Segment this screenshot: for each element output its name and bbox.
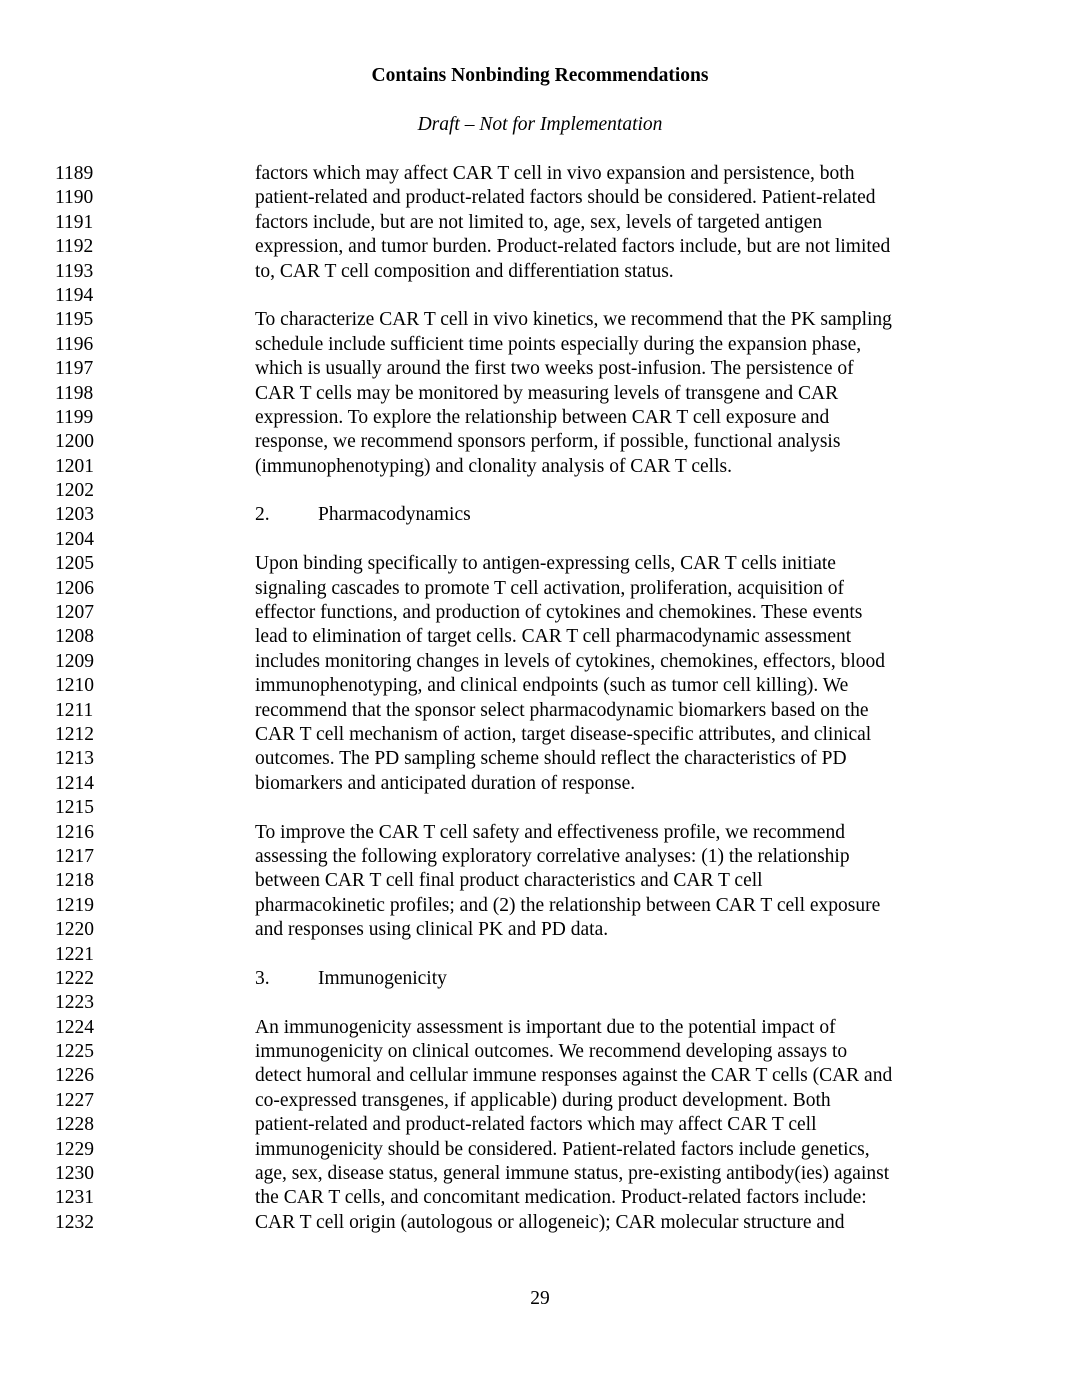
document-line	[0, 894, 1080, 918]
line-number: 1232	[55, 1211, 94, 1233]
header-subtitle: Draft – Not for Implementation	[417, 114, 663, 135]
line-text: expression, and tumor burden. Product-related factors include, but are not limited	[255, 236, 891, 258]
line-text: includes monitoring changes in levels of cytokines, chemokines, effectors, blood	[255, 650, 885, 672]
document-line	[0, 357, 1080, 381]
line-number: 1206	[55, 577, 94, 599]
line-text: factors which may affect CAR T cell in vivo expansion and persistence, both	[255, 163, 855, 184]
line-text: CAR T cells may be monitored by measuring levels of transgene and CAR	[255, 382, 839, 404]
line-number: 1217	[55, 845, 94, 867]
document-line	[0, 918, 1080, 942]
line-number: 1213	[55, 748, 94, 770]
line-number: 1210	[55, 675, 94, 697]
document-line	[0, 991, 1080, 1015]
line-text: which is usually around the first two weeks post-infusion. The persistence of	[255, 358, 854, 380]
line-number: 1192	[55, 236, 94, 258]
document-line	[0, 674, 1080, 698]
document-line	[0, 747, 1080, 771]
line-number: 1202	[55, 480, 94, 502]
line-number: 1191	[55, 211, 94, 233]
document-line	[0, 869, 1080, 893]
document-line	[0, 625, 1080, 649]
document-line	[0, 333, 1080, 357]
line-text: patient-related and product-related factors which may affect CAR T cell	[255, 1114, 817, 1136]
document-line	[0, 601, 1080, 625]
line-number: 1221	[55, 943, 94, 965]
line-number: 1218	[55, 870, 94, 892]
line-text: Upon binding specifically to antigen-expressing cells, CAR T cells initiate	[255, 553, 836, 575]
page-number: 29	[530, 1288, 550, 1309]
line-number: 1231	[55, 1187, 94, 1209]
line-number: 1222	[55, 967, 94, 989]
line-text: CAR T cell mechanism of action, target disease-specific attributes, and clinical	[255, 723, 872, 745]
line-number: 1208	[55, 626, 94, 648]
document-line	[0, 284, 1080, 308]
line-number: 1226	[55, 1065, 94, 1087]
line-number: 1228	[55, 1114, 94, 1136]
document-line	[0, 503, 1080, 527]
line-text: response, we recommend sponsors perform, if possible, functional analysis	[255, 431, 841, 453]
document-line	[0, 430, 1080, 454]
line-number: 1215	[55, 797, 94, 819]
document-line	[0, 577, 1080, 601]
line-text: immunogenicity on clinical outcomes. We recommend developing assays to	[255, 1041, 848, 1063]
document-line	[0, 479, 1080, 503]
section-number: 2.	[255, 504, 270, 526]
line-number: 1209	[55, 650, 94, 672]
document-line	[0, 943, 1080, 967]
line-text: immunophenotyping, and clinical endpoints (such as tumor cell killing). We	[255, 675, 849, 697]
document-line	[0, 552, 1080, 576]
section-heading: Pharmacodynamics	[318, 504, 471, 526]
document-line	[0, 235, 1080, 259]
line-text: CAR T cell origin (autologous or allogeneic); CAR molecular structure and	[255, 1211, 845, 1233]
line-text: to, CAR T cell composition and differentiation status.	[255, 260, 674, 282]
line-number: 1207	[55, 602, 94, 624]
document-body	[0, 162, 1080, 1235]
document-line	[0, 1186, 1080, 1210]
line-text: between CAR T cell final product characteristics and CAR T cell	[255, 870, 763, 892]
document-line	[0, 1211, 1080, 1235]
line-number: 1219	[55, 894, 94, 916]
line-number: 1189	[55, 163, 94, 184]
line-number: 1201	[55, 455, 94, 477]
line-text: signaling cascades to promote T cell activation, proliferation, acquisition of	[255, 577, 844, 599]
document-line	[0, 1089, 1080, 1113]
document-line	[0, 723, 1080, 747]
line-number: 1216	[55, 821, 94, 843]
line-number: 1200	[55, 431, 94, 453]
line-number: 1214	[55, 772, 94, 794]
line-text: biomarkers and anticipated duration of response.	[255, 772, 636, 794]
document-line	[0, 1138, 1080, 1162]
line-number: 1205	[55, 553, 94, 575]
document-line	[0, 308, 1080, 332]
line-text: patient-related and product-related factors should be considered. Patient-related	[255, 187, 876, 209]
line-number: 1225	[55, 1041, 94, 1063]
line-number: 1227	[55, 1089, 94, 1111]
line-number: 1195	[55, 309, 94, 331]
line-text: co-expressed transgenes, if applicable) during product development. Both	[255, 1089, 831, 1111]
line-text: (immunophenotyping) and clonality analysis of CAR T cells.	[255, 455, 732, 477]
line-number: 1197	[55, 358, 94, 380]
line-text: and responses using clinical PK and PD data.	[255, 919, 609, 941]
document-line	[0, 162, 1080, 186]
line-number: 1204	[55, 528, 94, 550]
document-line	[0, 455, 1080, 479]
line-number: 1212	[55, 723, 94, 745]
document-line	[0, 1113, 1080, 1137]
line-number: 1198	[55, 382, 94, 404]
line-number: 1196	[55, 333, 94, 355]
line-number: 1230	[55, 1163, 94, 1185]
document-line	[0, 699, 1080, 723]
line-text: expression. To explore the relationship between CAR T cell exposure and	[255, 406, 830, 428]
section-heading: Immunogenicity	[318, 967, 447, 989]
document-line	[0, 845, 1080, 869]
line-number: 1229	[55, 1138, 94, 1160]
document-line	[0, 650, 1080, 674]
document-line	[0, 1162, 1080, 1186]
line-text: immunogenicity should be considered. Patient-related factors include genetics,	[255, 1138, 870, 1160]
line-number: 1211	[55, 699, 94, 721]
document-line	[0, 1016, 1080, 1040]
document-line	[0, 967, 1080, 991]
document-line	[0, 772, 1080, 796]
line-text: assessing the following exploratory correlative analyses: (1) the relationship	[255, 845, 850, 867]
line-text: To characterize CAR T cell in vivo kinetics, we recommend that the PK sampling	[255, 309, 892, 331]
document-line	[0, 1040, 1080, 1064]
line-text: factors include, but are not limited to, age, sex, levels of targeted antigen	[255, 211, 823, 233]
line-number: 1224	[55, 1016, 94, 1038]
header-title: Contains Nonbinding Recommendations	[371, 65, 709, 86]
line-text: To improve the CAR T cell safety and effectiveness profile, we recommend	[255, 821, 845, 843]
line-text: age, sex, disease status, general immune status, pre-existing antibody(ies) against	[255, 1163, 890, 1185]
document-line	[0, 1064, 1080, 1088]
line-text: outcomes. The PD sampling scheme should reflect the characteristics of PD	[255, 748, 847, 770]
document-line	[0, 186, 1080, 210]
line-text: schedule include sufficient time points especially during the expansion phase,	[255, 333, 862, 355]
line-text: An immunogenicity assessment is important due to the potential impact of	[255, 1016, 836, 1038]
document-line	[0, 260, 1080, 284]
document-line	[0, 406, 1080, 430]
line-text: lead to elimination of target cells. CAR T cell pharmacodynamic assessment	[255, 626, 852, 648]
section-number: 3.	[255, 967, 270, 989]
document-line	[0, 821, 1080, 845]
line-number: 1203	[55, 504, 94, 526]
line-number: 1199	[55, 406, 94, 428]
line-number: 1194	[55, 284, 94, 306]
line-number: 1220	[55, 919, 94, 941]
line-text: detect humoral and cellular immune responses against the CAR T cells (CAR and	[255, 1065, 893, 1087]
document-line	[0, 382, 1080, 406]
line-number: 1193	[55, 260, 94, 282]
document-line	[0, 211, 1080, 235]
line-text: the CAR T cells, and concomitant medication. Product-related factors include:	[255, 1187, 867, 1209]
document-line	[0, 528, 1080, 552]
document-line	[0, 796, 1080, 820]
line-text: recommend that the sponsor select pharmacodynamic biomarkers based on the	[255, 699, 869, 721]
line-number: 1190	[55, 187, 94, 209]
line-number: 1223	[55, 992, 94, 1014]
line-text: pharmacokinetic profiles; and (2) the relationship between CAR T cell exposure	[255, 894, 881, 916]
line-text: effector functions, and production of cytokines and chemokines. These events	[255, 602, 863, 624]
